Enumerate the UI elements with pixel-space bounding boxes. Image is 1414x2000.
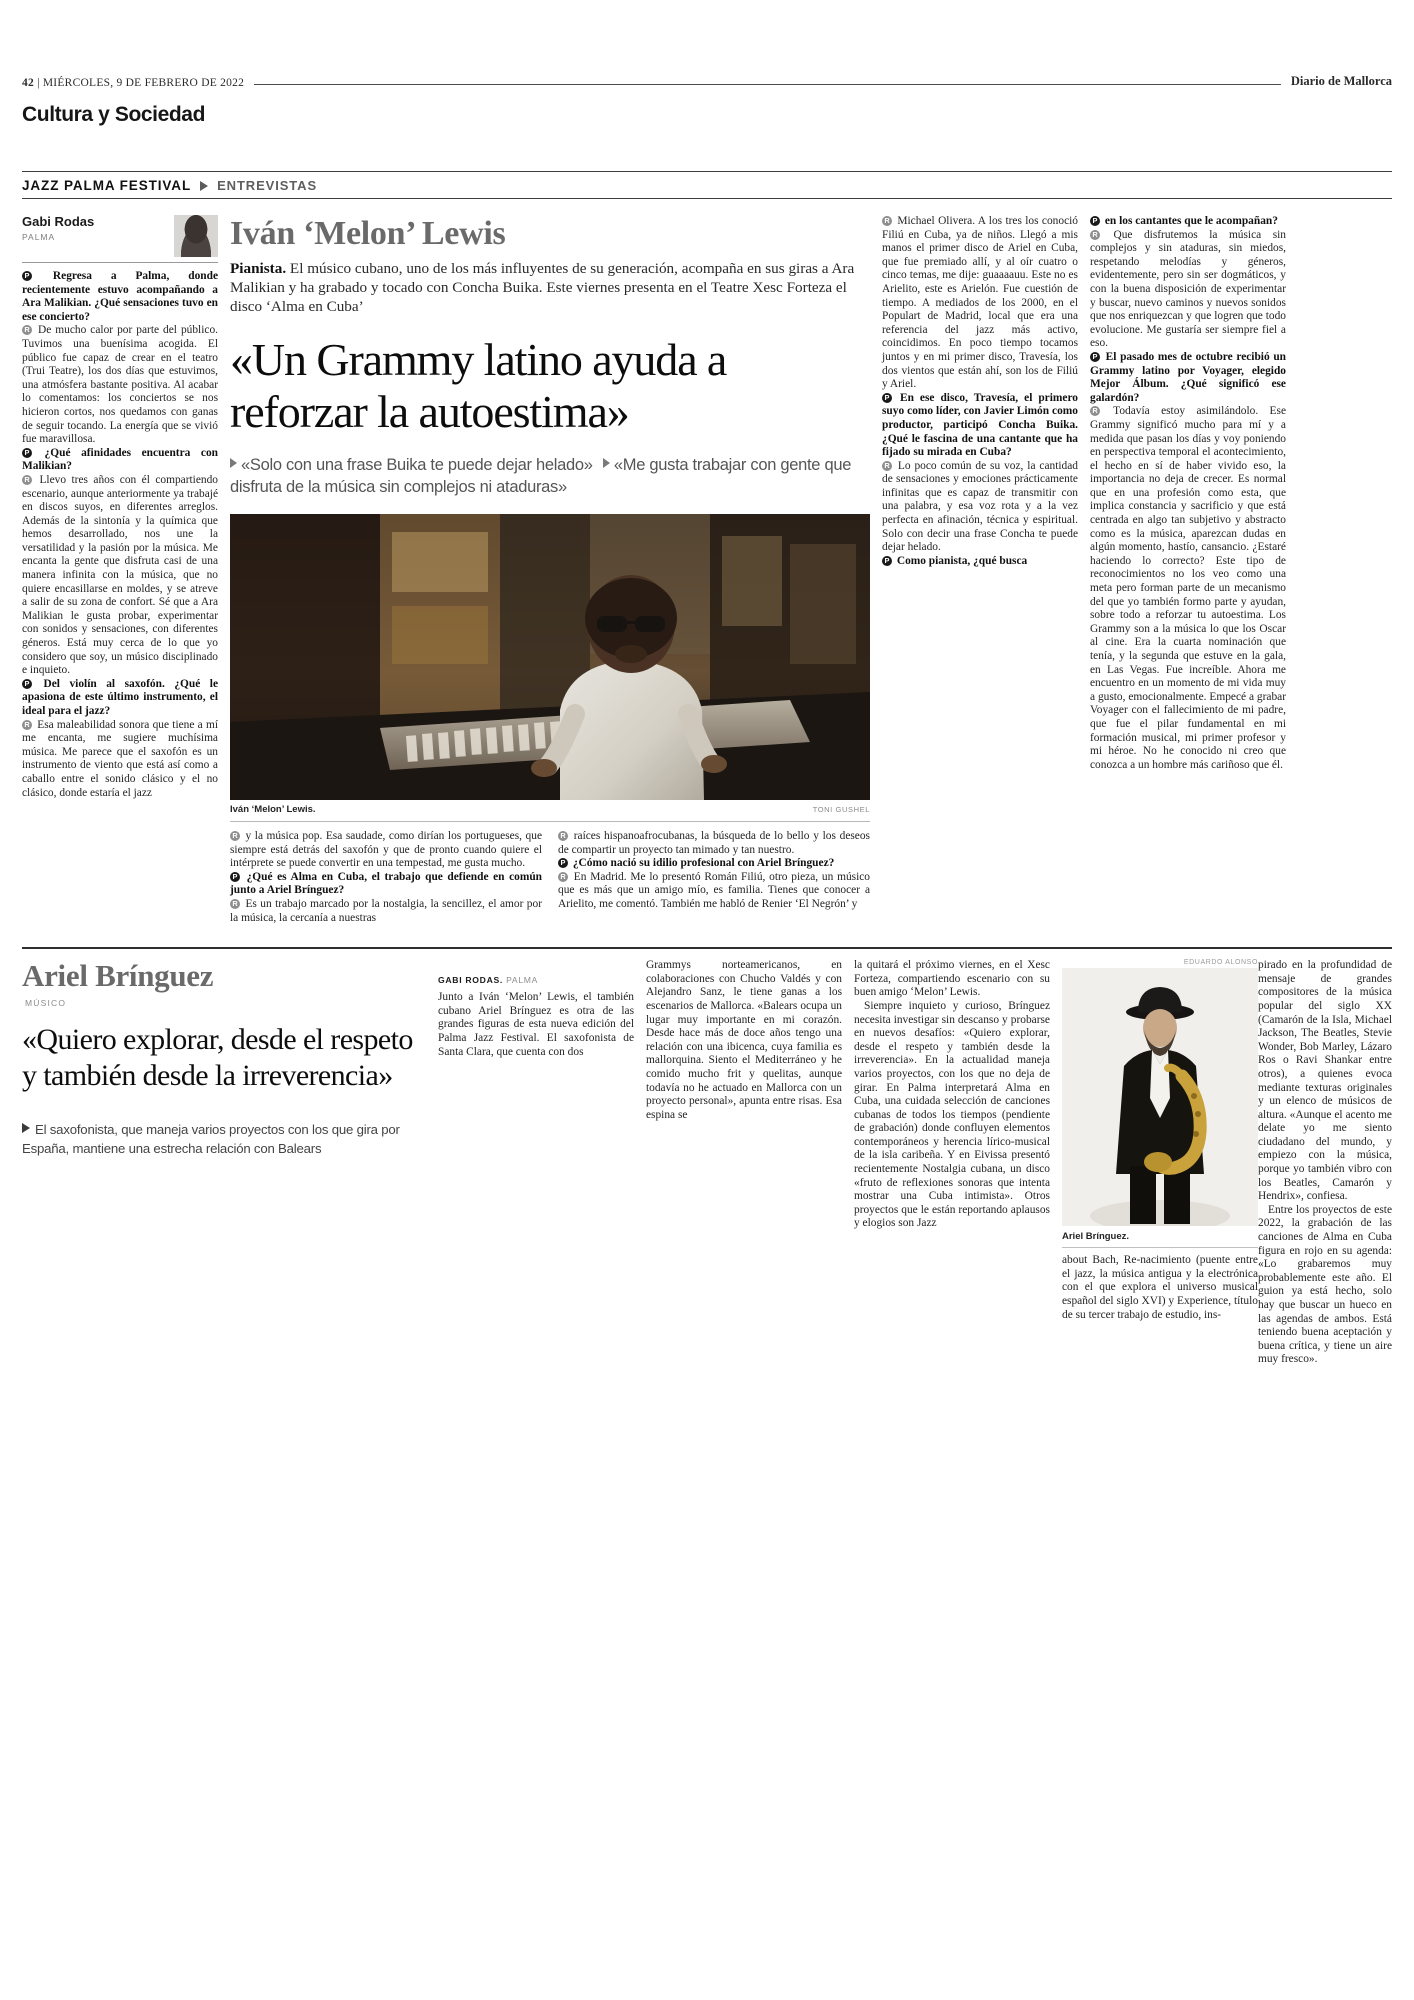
article1-headline: «Un Grammy latino ayuda a reforzar la autoestima» [230,334,727,437]
answer-badge-icon: R [882,461,892,471]
article1-subquotes [230,454,870,498]
question-paragraph [882,555,1078,569]
article2-col4-text [1062,1254,1258,1322]
article1-photo [230,514,870,800]
paragraph-text: Michael Olivera. A los tres los conoció Filiú en Cuba, ya de niños. Llegó a mis manos el primer disco de Ariel en Cuba, que fue premiado allí, y al oír cuatro o cinco temas, me dije: guaaaauu. Este no es Arielito, este es Arielón. Fue cuestión de tiempo. A mediados de los 2000, en el Populart de Madrid, local que era una referencia del jazz más activo, coincidimos. En poco tiempo tocamos juntos y en mi primer disco, Travesía, los dos vientos que están ahí, son los de Filiú y Ariel. [882,215,1078,391]
issue-date: MIÉRCOLES, 9 DE FEBRERO DE 2022 [42,77,245,89]
article2-byline [438,975,634,985]
answer-badge-icon: R [558,831,568,841]
paragraph-text: y la música pop. Esa saudade, como dirían los portugueses, que siempre está detrás del saxofón y que de pronto cuando quiere el intérprete se puede convertir en una tempestad, me gusta mucho. [230,830,542,870]
body-paragraph: Grammys norteamericanos, en colaboraciones con Chucho Valdés y con Alejandro Sanz, le tiene ganas a los escenarios de Mallorca. «Balears ocupa un lugar muy importante en mi corazón. Desde hace más de doce años tengo una relación con una ibicenca, cuya familia es mallorquina. Siento el Mediterráneo y he comido mucho frit y quelitas, aunque todavía no he actuado en Mallorca con un proyecto personal», apunta entre risas. Esa espina se [646,959,842,1121]
answer-paragraph [882,215,1078,392]
question-badge-icon: P [22,448,32,458]
question-paragraph [22,447,218,474]
article-melon-lewis [22,215,1392,925]
paragraph-text: Llevo tres años con él compartiendo escenario, aunque anteriormente ya trabajé en discos suyos, en diferentes arreglos. Además de la sintonía y la química que hemos desarrollado, nos une la versatilidad y la pasión por la música. Me encanta la gente que disfruta casi de una manera infinita con la música, que no quiere encasillarse en moldes, y se atreve a salir de su zona de confort. Sé que a Ara Malikian le gusta probar, experimentar con sonidos y sensaciones, con diferentes géneros. Está muy cerca de lo que yo considero que soy, un músico disciplinado e inquieto. [22,473,218,677]
page-number: 42 [22,77,34,89]
paragraph-text: Como pianista, ¿qué busca [894,554,1028,567]
question-paragraph [1090,215,1286,229]
body-paragraph: Entre los proyectos de este 2022, la grabación de las canciones de Alma en Cuba figura en rojo en su agenda: «Lo grabaremos muy probablemente este año. El guion ya está hecho, solo hay que buscar un hueco en las agendas de ambos. Está teniendo buena aceptación y buena crítica, y tiene un aire muy fresco». [1258,1203,1392,1366]
paragraph-text: ¿Qué afinidades encuentra con Malikian? [22,446,218,473]
paragraph-text: Es un trabajo marcado por la nostalgia, la sencillez, el amor por la música, la cercanía a nuestras [230,897,542,924]
paragraph-text: Que disfrutemos la música sin complejos y sin ataduras, sin miedos, respetando melodías y géneros, evidentemente, pero sin ser dogmáticos, y con la buena disposición de experimentar y buscar, nuevo caminos y nuevos sonidos que nos enriquezcan y que logren que todo evolucione. Me gustaría ser siempre fiel a eso. [1090,228,1286,350]
answer-paragraph [882,460,1078,555]
article2-col2-text [646,959,842,1122]
answer-paragraph [230,898,542,925]
article1-left-column [22,215,218,925]
article2-standfirst [22,1120,426,1158]
body-paragraph: Siempre inquieto y curioso, Brínguez necesita investigar sin descanso y probarse en nuevos desafíos: «Quiero explorar, desde el respeto y también desde la irreverencia». En la actualidad maneja varios proyectos, con los que no deja de girar. En Palma interpretará Alma en Cuba, una cuidada selección de canciones cubanas de todos los tiempos (pendiente de grabación) donde confluyen elementos contemporáneos y herencia lírico-musical de la isla caribeña. Y en Eivissa presentó recientemente Nostalgia cubana, un disco «fruto de reflexiones sonoras que intenta mostrar una Cuba intimista». Otros proyectos que le están reportando aplausos y elogios son Jazz [854,999,1050,1230]
article2-col5 [1258,959,1392,1367]
paragraph-text: De mucho calor por parte del público. Tuvimos una buenísima acogida. El público fue capaz de crear en el teatro (Trui Teatre), los dos días que estuvimos, una atmósfera bastante positiva. Al acabar lo comentamos: los conciertos se nos hicieron cortos, nos quedamos con ganas de seguir tocando. La energía que se vivió fue maravillosa. [22,324,218,446]
body-paragraph: Junto a Iván ‘Melon’ Lewis, el también cubano Ariel Brínguez es otra de las grandes figuras de esta nueva edición del Palma Jazz Festival. El saxofonista de Santa Clara, que cuenta con dos [438,991,634,1058]
article-ariel-bringuez [22,959,1392,1367]
photo-caption-2: Ariel Brínguez. [1062,1231,1258,1248]
kicker-bar [22,171,1392,199]
question-badge-icon: P [22,271,32,281]
folio [22,77,244,89]
body-paragraph: pirado en la profundidad de mensaje de grandes compositores de la música popular del siglo XX (Camarón de la Isla, Michael Jackson, The Beatles, Stevie Wonder, Bob Marley, Lázaro Ros o Ravi Shankar entre otros), a quienes evoca mediante texturas originales y un elenco de músicos de altura. «Aunque el acento me delate yo me siento ciudadano del mundo, y empiezo con la música, porque yo también vibro con los Beatles, Camarón y Hendrix», confiesa. [1258,959,1392,1203]
article1-mid-left-text [230,830,542,925]
article1-left-text [22,270,218,800]
byline [22,215,218,263]
question-badge-icon: P [882,556,892,566]
subject-name: Iván ‘Melon’ Lewis [230,215,506,252]
article2-headline-block [22,959,426,1367]
subject-name-2: Ariel Brínguez [22,958,214,994]
paragraph-text: ¿Qué es Alma en Cuba, el trabajo que defiende en común junto a Ariel Brínguez? [230,870,542,897]
paragraph-text: Esa maleabilidad sonora que tiene a mí me encanta, me sugiere muchísima música. Me parece que el saxofón es un instrumento de viento que está así como a caballo entre el sonido clásico y el no clásico, donde estaría el jazz [22,718,218,799]
article2-col3-text [854,959,1050,1231]
question-paragraph [882,392,1078,460]
body-paragraph: la quitará el próximo viernes, en el Xesc Forteza, compartiendo escenario con su buen amigo ‘Melon’ Lewis. [854,959,1050,999]
byline-author-2: GABI RODAS. [438,975,503,986]
answer-paragraph [1090,405,1286,772]
triangle-icon [22,1123,30,1133]
answer-badge-icon: R [22,475,32,485]
question-paragraph [558,857,870,871]
triangle-icon [200,181,208,191]
question-paragraph [1090,351,1286,405]
article2-col3 [854,959,1050,1367]
photo-credit: TONI GUSHEL [812,805,870,814]
paragraph-text: El pasado mes de octubre recibió un Grammy latino por Voyager, elegido Mejor Álbum. ¿Qué significó ese galardón? [1090,350,1286,404]
answer-paragraph [22,719,218,801]
body-paragraph: about Bach, Re-nacimiento (puente entre el jazz, la música antigua y la electrónica con el que explora el universo musical español del siglo XVI) y Experience, título de su tercer trabajo de estudio, ins- [1062,1254,1258,1321]
masthead-divider [254,84,1281,85]
triangle-icon [230,458,237,468]
photo-illustration-2 [1062,968,1258,1226]
answer-badge-icon: R [1090,406,1100,416]
article2-photo [1062,968,1258,1226]
triangle-icon [603,458,610,468]
answer-paragraph [22,324,218,446]
answer-badge-icon: R [230,899,240,909]
paragraph-text: en los cantantes que le acompañan? [1102,215,1278,227]
masthead [22,0,1392,89]
answer-badge-icon: R [22,325,32,335]
article1-column-5-text [1090,215,1286,925]
answer-badge-icon: R [1090,230,1100,240]
article2-top-rule [22,947,1392,949]
author-avatar [174,215,218,257]
article2-col1 [438,959,634,1367]
paragraph-text: ¿Cómo nació su idilio profesional con Ariel Brínguez? [570,857,835,870]
question-badge-icon: P [882,393,892,403]
answer-badge-icon: R [22,720,32,730]
photo-credit-2: EDUARDO ALONSO [1183,959,1258,967]
answer-badge-icon: R [230,831,240,841]
paragraph-text: Del violín al saxofón. ¿Qué le apasiona de este último instrumento, el ideal para el jazz? [22,677,218,717]
article1-caption-row [230,804,870,822]
question-paragraph [230,871,542,898]
answer-paragraph [558,830,870,857]
lede-text: El músico cubano, uno de los más influyentes de su generación, acompaña en sus giras a Ara Malikian y ha grabado y tocado con Concha Buika. Este viernes presenta en el Teatre Xesc Forteza el disco ‘Alma en Cuba’ [230,260,855,315]
paragraph-text: En ese disco, Travesía, el primero suyo como líder, con Javier Limón como productor, participó Concha Buika. ¿Qué le fascina de una cantante que ha fijado su mirada en Cuba? [882,391,1078,459]
subquote-1: «Solo con una frase Buika te puede dejar helado» [241,456,593,474]
answer-paragraph [22,474,218,678]
article1-right-columns [882,215,1392,925]
answer-paragraph [1090,229,1286,351]
answer-badge-icon: R [558,872,568,882]
byline-city: PALMA [22,232,56,243]
article2-col2 [646,959,842,1367]
byline-city-2: PALMA [506,975,539,986]
question-badge-icon: P [1090,216,1100,226]
kicker-festival: JAZZ PALMA FESTIVAL [22,178,192,193]
photo-illustration [230,514,870,800]
subquote-2: «Me gusta trabajar con gente que disfruta de la música sin complejos ni ataduras» [230,456,852,496]
paragraph-text: Regresa a Palma, donde recientemente estuvo acompañando a Ara Malikian. ¿Qué sensaciones tuvo en ese concierto? [22,270,218,323]
subject-role: MÚSICO [25,998,67,1009]
paper-name: Diario de Mallorca [1290,74,1392,88]
question-badge-icon: P [230,872,240,882]
paragraph-text: raíces hispanoafrocubanas, la búsqueda de lo bello y los deseos de compartir un proyecto tan mimado y tan nuestro. [558,830,870,856]
paragraph-text: Lo poco común de su voz, la cantidad de sensaciones y emociones prácticamente infinitas que es capaz de transmitir con una palabra, y esa voz rota y a la vez perfecta en afinación, técnica y espiritual. Solo con decir una frase Concha te puede dejar helado. [882,459,1078,554]
article1-mid-right-text [558,830,870,912]
photo-caption: Iván ‘Melon’ Lewis. [230,804,316,815]
article1-column-4-text [882,215,1078,925]
paragraph-text: En Madrid. Me lo presentó Román Filiú, otro pieza, un músico que es más que un amigo mío, es familia. Tienes que conocer a Arielito, me comentó. También me habló de Renier ‘El Negrón’ y [558,870,870,910]
standfirst-text: El saxofonista, que maneja varios proyectos con los que gira por España, mantiene una estrecha relación con Balears [22,1122,400,1157]
question-badge-icon: P [558,858,568,868]
article2-col1-text [438,991,634,1059]
answer-paragraph [230,830,542,871]
paragraph-text: Todavía estoy asimilándolo. Ese Grammy significó mucho para mí y a medida que pasan los días y voy poniendo en perspectiva temporal el acontecimiento, el hecho en sí de haber vivido eso, la importancia no deja de crecer. Es normal que en una profesión como esta, que implica constancia y sacrificio y que está centrada en algo tan subjetivo y abstracto como es la música, aparezcan dudas en algún momento, hastío, cansancio. ¿Estaré haciendo lo correcto? Este tipo de reconocimientos no los veo como una meta pero forman parte de un mecanismo del que yo también formo parte y ayudan, sobre todo a reforzar tu autoestima. Los Grammy son a la música lo que los Oscar al cine. Era la cuarta nominación que tenía, y la segunda que estuve en la gala, en Las Vegas. Fue increíble. Ahora me encuentro en un momento de mi vida muy a gusto, emocionalmente. Empecé a grabar Voyager con el fallecimiento de mi padre, que fue el pilar fundamental en mi formación musical, mi primer profesor y mi héroe. No he conocido ni creo que conozca a un hombre más cariñoso que él. [1090,405,1286,771]
answer-badge-icon: R [882,216,892,226]
article2-col4 [1062,959,1258,1367]
article2-col5-text [1258,959,1392,1367]
article1-mid-text-columns [230,830,870,925]
article1-main-column [230,215,870,925]
question-badge-icon: P [22,679,32,689]
question-badge-icon: P [1090,352,1100,362]
lede-label: Pianista. [230,260,287,277]
question-paragraph [22,678,218,719]
article2-headline: «Quiero explorar, desde el respeto y también desde la irreverencia» [22,1023,413,1093]
section-title: Cultura y Sociedad [22,103,206,126]
question-paragraph [22,270,218,324]
answer-paragraph [558,871,870,912]
kicker-category: ENTREVISTAS [217,178,318,193]
folio-separator: | [37,77,40,89]
byline-author: Gabi Rodas [22,214,95,229]
lede-paragraph [230,259,870,316]
